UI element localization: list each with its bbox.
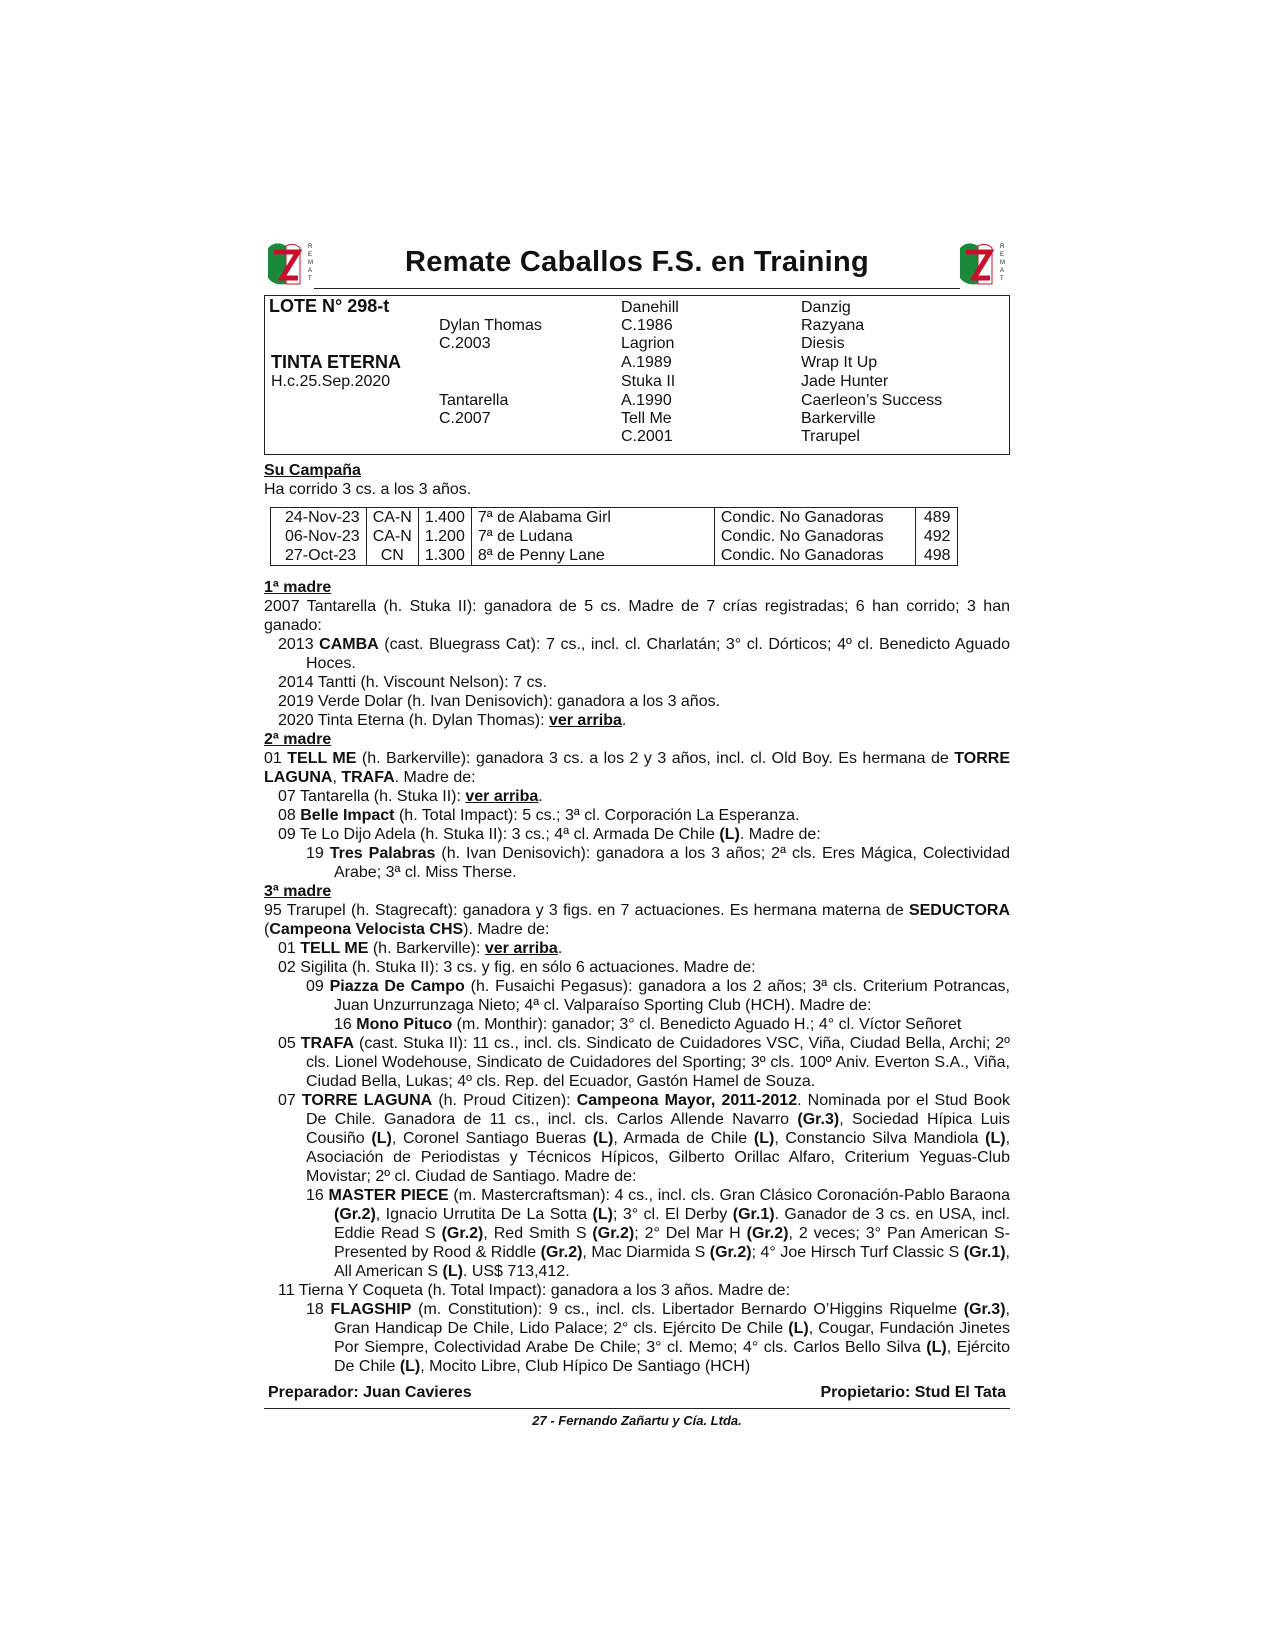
svg-text:A: A	[1000, 268, 1005, 274]
madre-2-section	[264, 730, 1010, 882]
page-footer: 27 - Fernando Zañartu y Cía. Ltda.	[532, 1413, 742, 1428]
dam-name: Tantarella	[439, 392, 509, 409]
campaign-heading: Su Campaña	[264, 462, 361, 479]
list-item: 09 Te Lo Dijo Adela (h. Stuka II): 3 cs.; 4ª cl. Armada De Chile (L). Madre de:	[278, 826, 821, 843]
header-divider	[314, 288, 960, 289]
ver-arriba-link[interactable]: ver arriba	[484, 940, 558, 957]
table-row	[271, 546, 958, 566]
list-item: 16 Mono Pituco (m. Monthir): ganador; 3° cl. Benedicto Aguado H.; 4° cl. Víctor Señoret	[334, 1016, 962, 1033]
svg-text:M: M	[1000, 260, 1005, 266]
svg-text:M: M	[308, 260, 313, 266]
ggp-7: Barkerville	[801, 410, 876, 427]
grandsire-2-info: A.1990	[621, 392, 672, 409]
grandsire-1-info: C.1986	[621, 317, 673, 334]
race-track: CN	[366, 546, 418, 566]
list-item: 02 Sigilita (h. Stuka II): 3 cs. y fig. en sólo 6 actuaciones. Madre de:	[278, 959, 756, 976]
granddam-2-info: C.2001	[621, 428, 673, 445]
race-date: 24-Nov-23	[285, 509, 360, 526]
madre-1-section	[264, 578, 1010, 730]
grandsire-1: Danehill	[621, 299, 679, 316]
race-result: 8ª de Penny Lane	[471, 546, 714, 566]
preparador: Preparador: Juan Cavieres	[268, 1384, 472, 1401]
svg-text:T: T	[1000, 276, 1004, 282]
list-item: 08 Belle Impact (h. Total Impact): 5 cs.; 3ª cl. Corporación La Esperanza.	[278, 807, 800, 824]
footer-credits	[264, 1382, 1010, 1406]
catalog-page	[264, 238, 1010, 1428]
race-condition: Condic. No Ganadoras	[714, 508, 915, 528]
race-result: 7ª de Ludana	[471, 527, 714, 546]
madre-3-intro: 95 Trarupel (h. Stagrecaft): ganadora y 3 figs. en 7 actuaciones. Es hermana materna de SEDUCTORA (Campeona Velocista CHS). Madre de:	[264, 902, 1010, 938]
race-weight: 492	[915, 527, 957, 546]
list-item: 09 Piazza De Campo (h. Fusaichi Pegasus): ganadora a los 2 años; 3ª cls. Criterium Potrancas, Juan Unzurrunzaga Nieto; 4ª cl. Valparaíso Sporting Club (HCH). Madre de:	[306, 978, 1011, 1014]
madre-1-heading: 1ª madre	[264, 579, 332, 596]
lote-number: LOTE N° 298-t	[269, 296, 390, 316]
ggp-2: Razyana	[801, 317, 865, 334]
race-result: 7ª de Alabama Girl	[471, 508, 714, 528]
remates-logo-right	[956, 238, 1010, 290]
race-distance: 1.400	[418, 508, 471, 528]
horse-name: TINTA ETERNA	[271, 352, 401, 372]
list-item: 19 Tres Palabras (h. Ivan Denisovich): ganadora a los 3 años; 2ª cls. Eres Mágica, Colectividad Arabe; 3ª cl. Miss Therse.	[306, 845, 1010, 881]
race-weight: 489	[915, 508, 957, 528]
list-item: 16 MASTER PIECE (m. Mastercraftsman): 4 cs., incl. cls. Gran Clásico Coronación-Pablo Baraona (Gr.2), Ignacio Urrutita De La Sotta (L); 3° cl. El Derby (Gr.1). Ganador de 3 cs. en USA, incl. Eddie Read S (Gr.2), Red Smith S (Gr.2); 2° Del Mar H (Gr.2), 2 veces; 3° Pan American S-Presented by Rood & Riddle (Gr.2), Mac Diarmida S (Gr.2); 4° Joe Hirsch Turf Classic S (Gr.1), All American S (L). US$ 713,412.	[306, 1187, 1011, 1280]
madre-3-section	[264, 882, 1010, 1376]
grandsire-2: Stuka II	[621, 373, 676, 390]
list-item: 01 TELL ME (h. Barkerville): ver arriba.	[278, 940, 563, 957]
svg-text:E: E	[308, 252, 313, 258]
list-item: 2014 Tantti (h. Viscount Nelson): 7 cs.	[278, 674, 547, 691]
madre-3-heading: 3ª madre	[264, 883, 332, 900]
ggp-1: Danzig	[801, 299, 851, 316]
propietario: Propietario: Stud El Tata	[820, 1384, 1006, 1401]
ver-arriba-link[interactable]: ver arriba	[548, 712, 622, 729]
list-item: 2019 Verde Dolar (h. Ivan Denisovich): ganadora a los 3 años.	[278, 693, 721, 710]
race-condition: Condic. No Ganadoras	[714, 527, 915, 546]
race-distance: 1.300	[418, 546, 471, 566]
ggp-6: Caerleon’s Success	[801, 392, 943, 409]
race-condition: Condic. No Ganadoras	[714, 546, 915, 566]
dam-info: C.2007	[439, 410, 491, 427]
table-row	[271, 508, 958, 528]
sire-name: Dylan Thomas	[439, 317, 542, 334]
page-header	[264, 238, 1010, 294]
madre-2-intro: 01 TELL ME (h. Barkerville): ganadora 3 cs. a los 2 y 3 años, incl. cl. Old Boy. Es hermana de TORRE LAGUNA, TRAFA. Madre de:	[264, 750, 1011, 786]
table-row	[271, 527, 958, 546]
list-item: 07 Tantarella (h. Stuka II): ver arriba.	[278, 788, 543, 805]
race-distance: 1.200	[418, 527, 471, 546]
svg-text:R: R	[1000, 244, 1005, 250]
campaign-summary: Ha corrido 3 cs. a los 3 años.	[264, 481, 472, 498]
ver-arriba-link[interactable]: ver arriba	[465, 788, 539, 805]
races-table	[270, 507, 958, 566]
granddam-1: Lagrion	[621, 335, 675, 352]
madre-1-intro: 2007 Tantarella (h. Stuka II): ganadora de 5 cs. Madre de 7 crías registradas; 6 han corrido; 3 han ganado:	[264, 598, 1010, 634]
list-item: 18 FLAGSHIP (m. Constitution): 9 cs., incl. cls. Libertador Bernardo O’Higgins Riquelme (Gr.3), Gran Handicap De Chile, Lido Palace; 2° cls. Ejército De Chile (L), Cougar, Fundación Jinetes Por Siempre, Colectividad Arabe De Chile; 3° cl. Memo; 4° cls. Carlos Bello Silva (L), Ejército De Chile (L), Mocito Libre, Club Hípico De Santiago (HCH)	[306, 1301, 1011, 1375]
svg-text:E: E	[1000, 252, 1005, 258]
granddam-2: Tell Me	[621, 410, 672, 427]
list-item: 2020 Tinta Eterna (h. Dylan Thomas): ver arriba.	[278, 712, 627, 729]
footer-divider	[264, 1408, 1010, 1409]
granddam-1-info: A.1989	[621, 354, 672, 371]
list-item: 05 TRAFA (cast. Stuka II): 11 cs., incl. cls. Sindicato de Cuidadores VSC, Viña, Ciudad Bella, Archi; 2º cls. Lionel Wodehouse, Sindicato de Cuidadores del Sporting; 3º cls. 100º Aniv. Everton S.A., Viña, Ciudad Bella, Lukas; 4º cls. Rep. del Ecuador, Gastón Hamel de Souza.	[278, 1035, 1010, 1090]
svg-text:R: R	[308, 244, 313, 250]
remates-logo-left	[264, 238, 318, 290]
page-title: Remate Caballos F.S. en Training	[404, 246, 870, 278]
list-item: 2013 CAMBA (cast. Bluegrass Cat): 7 cs., incl. cl. Charlatán; 3° cl. Dórticos; 4º cl. Benedicto Aguado Hoces.	[278, 636, 1010, 672]
race-date: 06-Nov-23	[285, 528, 360, 545]
list-item: 07 TORRE LAGUNA (h. Proud Citizen): Campeona Mayor, 2011-2012. Nominada por el Stud Book De Chile. Ganadora de 11 cs., incl. cls. Carlos Allende Navarro (Gr.3), Sociedad Hípica Luis Cousiño (L), Coronel Santiago Bueras (L), Armada de Chile (L), Constancio Silva Mandiola (L), Asociación de Periodistas y Técnicos Hípicos, Gilberto Orillac Alfaro, Criterium Yeguas-Club Movistar; 2º cl. Ciudad de Santiago. Madre de:	[278, 1092, 1011, 1185]
race-date: 27-Oct-23	[285, 547, 357, 564]
sire-info: C.2003	[439, 335, 491, 352]
list-item: 11 Tierna Y Coqueta (h. Total Impact): ganadora a los 3 años. Madre de:	[278, 1282, 791, 1299]
race-weight: 498	[915, 546, 957, 566]
pedigree-box	[264, 295, 1010, 455]
horse-info: H.c.25.Sep.2020	[271, 373, 391, 390]
ggp-3: Diesis	[801, 335, 845, 352]
race-track: CA-N	[366, 508, 418, 528]
madre-2-heading: 2ª madre	[264, 731, 332, 748]
ggp-5: Jade Hunter	[801, 373, 889, 390]
svg-text:T: T	[308, 276, 312, 282]
ggp-4: Wrap It Up	[801, 354, 878, 371]
svg-text:A: A	[308, 268, 313, 274]
ggp-8: Trarupel	[801, 428, 860, 445]
campaign-section	[264, 461, 1010, 499]
race-track: CA-N	[366, 527, 418, 546]
